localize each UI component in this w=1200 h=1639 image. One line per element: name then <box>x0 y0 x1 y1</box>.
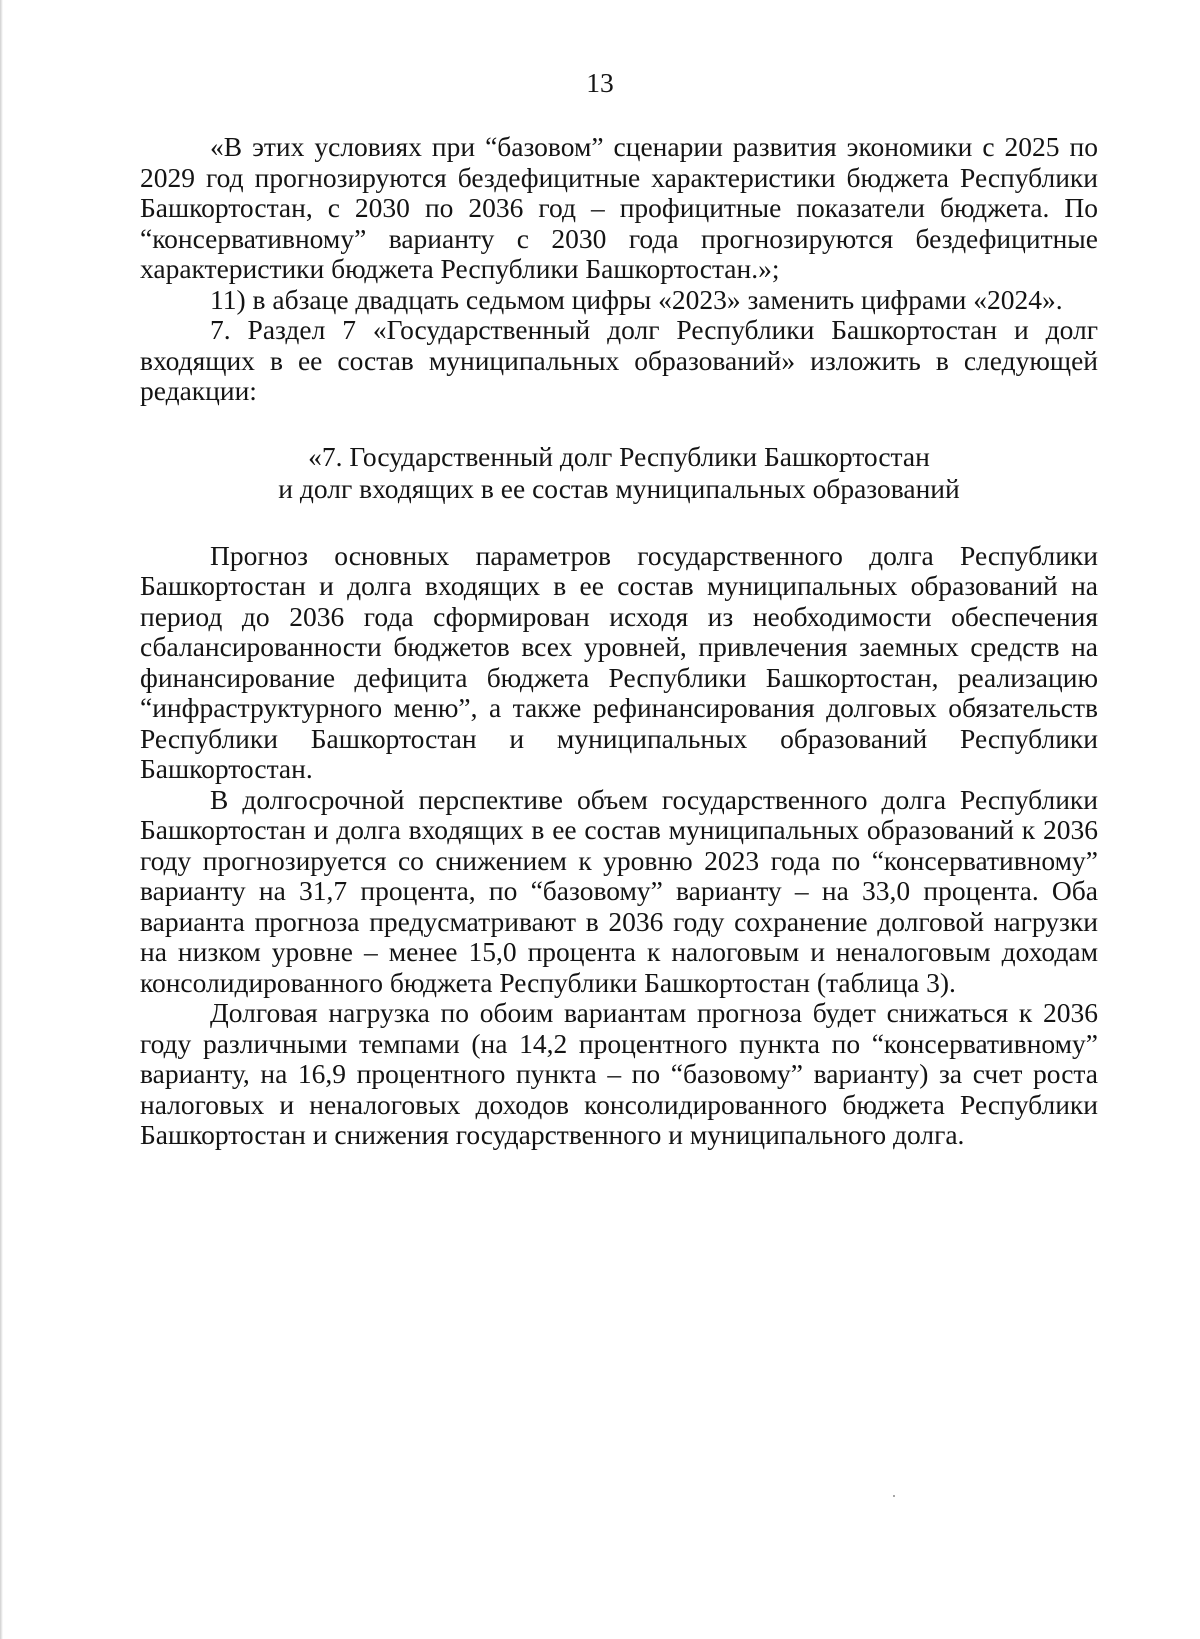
paragraph-long-term: В долгосрочной перспективе объем государственного долга Республики Башкортостан и долга входящих в ее состав муниципальных образований к 2036 году прогнозируется со снижением к уровню 2023 года по “консервативному” варианту на 31,7 процента, по “базовому” варианту – на 33,0 процента. Оба варианта прогноза предусматривают в 2036 году сохранение долговой нагрузки на низком уровне – менее 15,0 процента к налоговым и неналоговым доходам консолидированного бюджета Республики Башкортостан (таблица 3). <box>140 783 1098 998</box>
paragraph-forecast: Прогноз основных параметров государственного долга Республики Башкортостан и долга входящих в ее состав муниципальных образований на период до 2036 года сформирован исходя из необходимости обеспечения сбалансированности бюджетов всех уровней, привлечения заемных средств на финансирование дефицита бюджета Республики Башкортостан, реализацию “инфраструктурного меню”, а также рефинансирования долговых обязательств Республики Башкортостан и муниципальных образований Республики Башкортостан. <box>140 539 1098 784</box>
paragraph-item-7: 7. Раздел 7 «Государственный долг Республики Башкортостан и долг входящих в ее состав муниципальных образований» изложить в следующей редакции: <box>140 314 1098 406</box>
section-title <box>140 441 1098 505</box>
section-title-line-2: и долг входящих в ее состав муниципальных образований <box>278 472 960 504</box>
paragraph-scenario-quote: «В этих условиях при “базовом” сценарии развития экономики с 2025 по 2029 год прогнозируются бездефицитные характеристики бюджета Республики Башкортостан, с 2030 по 2036 год – профицитные показатели бюджета. По “консервативному” варианту с 2030 года прогнозируются бездефицитные характеристики бюджета Республики Башкортостан.»; <box>140 131 1098 284</box>
paragraph-debt-load: Долговая нагрузка по обоим вариантам прогноза будет снижаться к 2036 году различными темпами (на 14,2 процентного пункта по “консервативному” варианту, на 16,9 процентного пункта – по “базовому” варианту) за счет роста налоговых и неналоговых доходов консолидированного бюджета Республики Башкортостан и снижения государственного и муниципального долга. <box>140 997 1098 1150</box>
document-body <box>140 132 1098 1151</box>
section-title-line-1: «7. Государственный долг Республики Башкортостан <box>308 440 930 472</box>
scan-speck <box>893 1495 895 1497</box>
paragraph-item-11: 11) в абзаце двадцать седьмом цифры «2023» заменить цифрами «2024». <box>210 283 1063 315</box>
page-number: 13 <box>586 67 614 98</box>
scan-edge-shadow <box>0 0 3 1639</box>
